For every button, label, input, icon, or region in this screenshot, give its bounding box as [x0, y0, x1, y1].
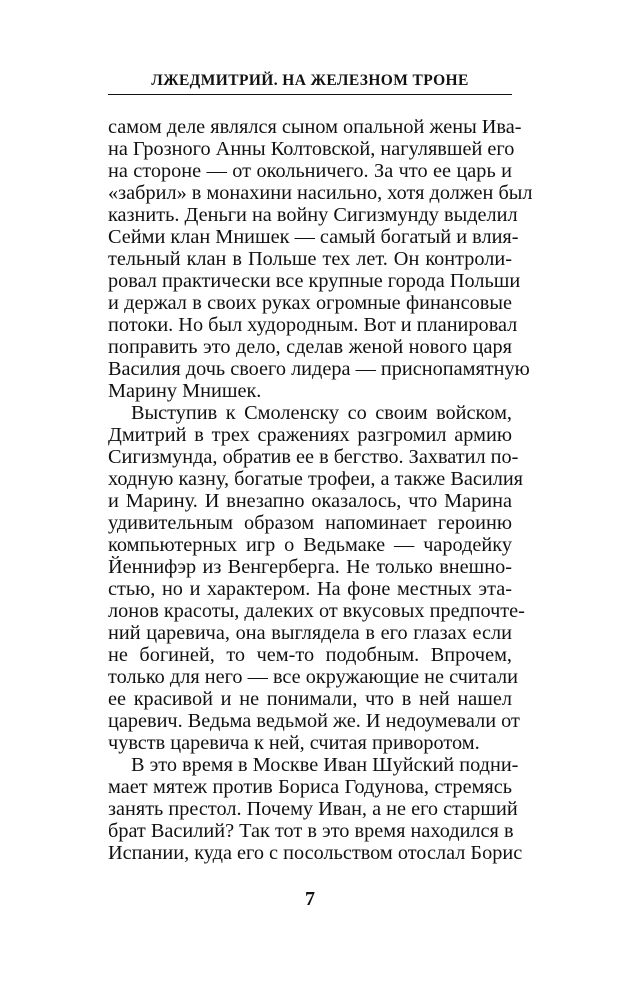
page-number: 7: [305, 888, 315, 910]
text-line: на стороне — от окольничего. За что ее царь и: [108, 160, 512, 182]
text-line: Дмитрий в трех сражениях разгромил армию: [108, 424, 512, 446]
text-line: самом деле являлся сыном опальной жены Ива-: [108, 116, 522, 138]
text-line: только для него — все окружающие не считали: [108, 666, 519, 688]
text-line: казнить. Деньги на войну Сигизмунду выделил: [108, 204, 518, 226]
text-line: царевич. Ведьма ведьмой же. И недоумевали от: [108, 710, 520, 732]
text-line: Сигизмунда, обратив ее в бегство. Захватил по-: [108, 446, 519, 468]
text-line: компьютерных игр о Ведьмаке — чародейку: [108, 534, 512, 556]
text-line: стью, но и характером. На фоне местных эта-: [108, 578, 512, 600]
text-line: Василия дочь своего лидера — приснопамятную: [108, 358, 530, 380]
text-line: мает мятеж против Бориса Годунова, стремясь: [108, 776, 512, 798]
text-line: ходную казну, богатые трофеи, а также Василия: [108, 468, 524, 490]
text-line: потоки. Но был худородным. Вот и планировал: [108, 314, 518, 336]
text-line: занять престол. Почему Иван, а не его старший: [108, 798, 518, 820]
text-line: и держал в своих руках огромные финансовые: [108, 292, 512, 314]
text-line: чувств царевича к ней, считая приворотом.: [108, 732, 480, 754]
text-line: брат Василий? Так тот в это время находился в: [108, 820, 514, 842]
header-rule: [108, 94, 512, 95]
text-line: ее красивой и не понимали, что в ней нашел: [108, 688, 512, 710]
text-line: тельный клан в Польше тех лет. Он контроли-: [108, 248, 512, 270]
text-line: поправить это дело, сделав женой нового царя: [108, 336, 512, 358]
text-line: не богиней, то чем-то подобным. Впрочем,: [108, 644, 512, 666]
paragraph-first-line: В это время в Москве Иван Шуйский подни-: [131, 754, 519, 776]
text-line: Марину Мнишек.: [108, 380, 262, 402]
text-line: лонов красоты, далеких от вкусовых предпочте-: [108, 600, 525, 622]
text-line: Йеннифэр из Венгерберга. Не только внешно-: [108, 556, 512, 578]
text-line: и Марину. И внезапно оказалось, что Марина: [108, 490, 512, 512]
running-title: ЛЖЕДМИТРИЙ. НА ЖЕЛЕЗНОМ ТРОНЕ: [151, 72, 469, 89]
text-line: ний царевича, она выглядела в его глазах если: [108, 622, 512, 644]
text-line: удивительным образом напоминает героиню: [108, 512, 512, 534]
text-line: на Грозного Анны Колтовской, нагулявшей его: [108, 138, 515, 160]
text-line: ровал практически все крупные города Польши: [108, 270, 521, 292]
paragraph-first-line: Выступив к Смоленску со своим войском,: [131, 402, 512, 424]
text-line: Сейми клан Мнишек — самый богатый и влия-: [108, 226, 519, 248]
text-line: «забрил» в монахини насильно, хотя должен был: [108, 182, 533, 204]
text-line: Испании, куда его с посольством отослал Борис: [108, 842, 523, 864]
